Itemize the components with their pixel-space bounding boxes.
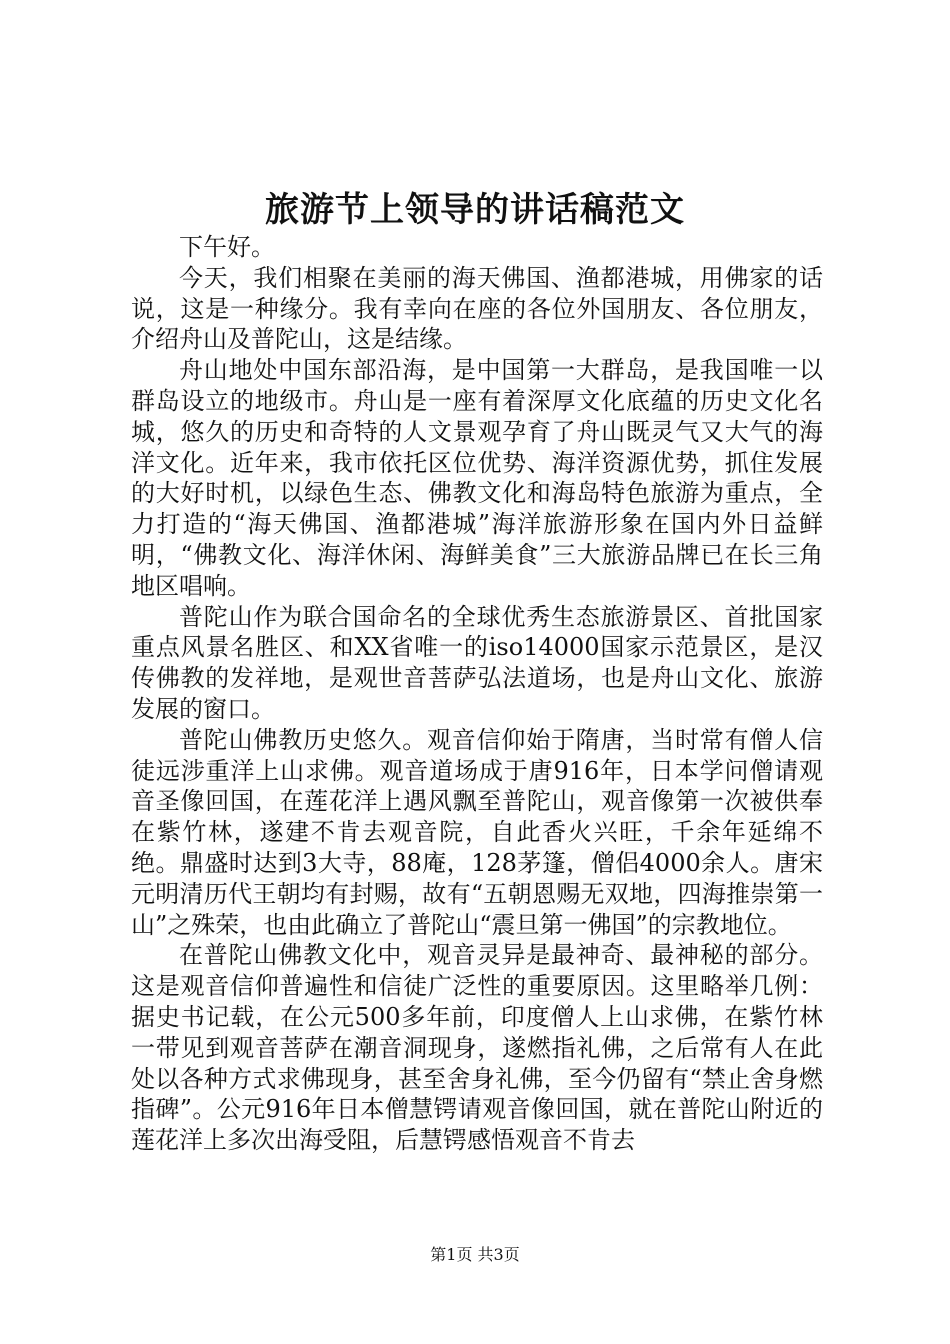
paragraph-intro: 今天，我们相聚在美丽的海天佛国、渔都港城，用佛家的话说，这是一种缘分。我有幸向在座的各位外国朋友、各位朋友，介绍舟山及普陀山，这是结缘。 <box>131 263 823 354</box>
paragraph-culture: 在普陀山佛教文化中，观音灵异是最神奇、最神秘的部分。这是观音信仰普遍性和信徒广泛性的重要原因。这里略举几例：据史书记载，在公元500多年前，印度僧人上山求佛，在紫竹林一带见到观音菩萨在潮音洞现身，遂燃指礼佛，之后常有人在此处以各种方式求佛现身，甚至舍身礼佛，至今仍留有“禁止舍身燃指碑”。公元916年日本僧慧锷请观音像回国，就在普陀山附近的莲花洋上多次出海受阻，后慧锷感悟观音不肯去 <box>131 941 823 1155</box>
paragraph-greeting: 下午好。 <box>179 233 275 261</box>
paragraph-zhoushan: 舟山地处中国东部沿海，是中国第一大群岛，是我国唯一以群岛设立的地级市。舟山是一座有着深厚文化底蕴的历史文化名城，悠久的历史和奇特的人文景观孕育了舟山既灵气又大气的海洋文化。近年来，我市依托区位优势、海洋资源优势，抓住发展的大好时机，以绿色生态、佛教文化和海岛特色旅游为重点，全力打造的“海天佛国、渔都港城”海洋旅游形象在国内外日益鲜明，“佛教文化、海洋休闲、海鲜美食”三大旅游品牌已在长三角地区唱响。 <box>131 356 823 600</box>
page-number-footer: 第1页 共3页 <box>430 1245 520 1264</box>
paragraph-putuoshan: 普陀山作为联合国命名的全球优秀生态旅游景区、首批国家重点风景名胜区、和XX省唯一的iso14000国家示范景区，是汉传佛教的发祥地，是观世音菩萨弘法道场，也是舟山文化、旅游发展的窗口。 <box>131 602 823 723</box>
document-body <box>131 232 823 1156</box>
document-title: 旅游节上领导的讲话稿范文 <box>265 190 685 230</box>
paragraph-history: 普陀山佛教历史悠久。观音信仰始于隋唐，当时常有僧人信徒远涉重洋上山求佛。观音道场成于唐916年，日本学问僧请观音圣像回国，在莲花洋上遇风飘至普陀山，观音像第一次被供奉在紫竹林，遂建不肯去观音院，自此香火兴旺，千余年延绵不绝。鼎盛时达到3大寺，88庵，128茅篷，僧侣4000余人。唐宋元明清历代王朝均有封赐，故有“五朝恩赐无双地，四海推崇第一山”之殊荣，也由此确立了普陀山“震旦第一佛国”的宗教地位。 <box>131 725 823 939</box>
